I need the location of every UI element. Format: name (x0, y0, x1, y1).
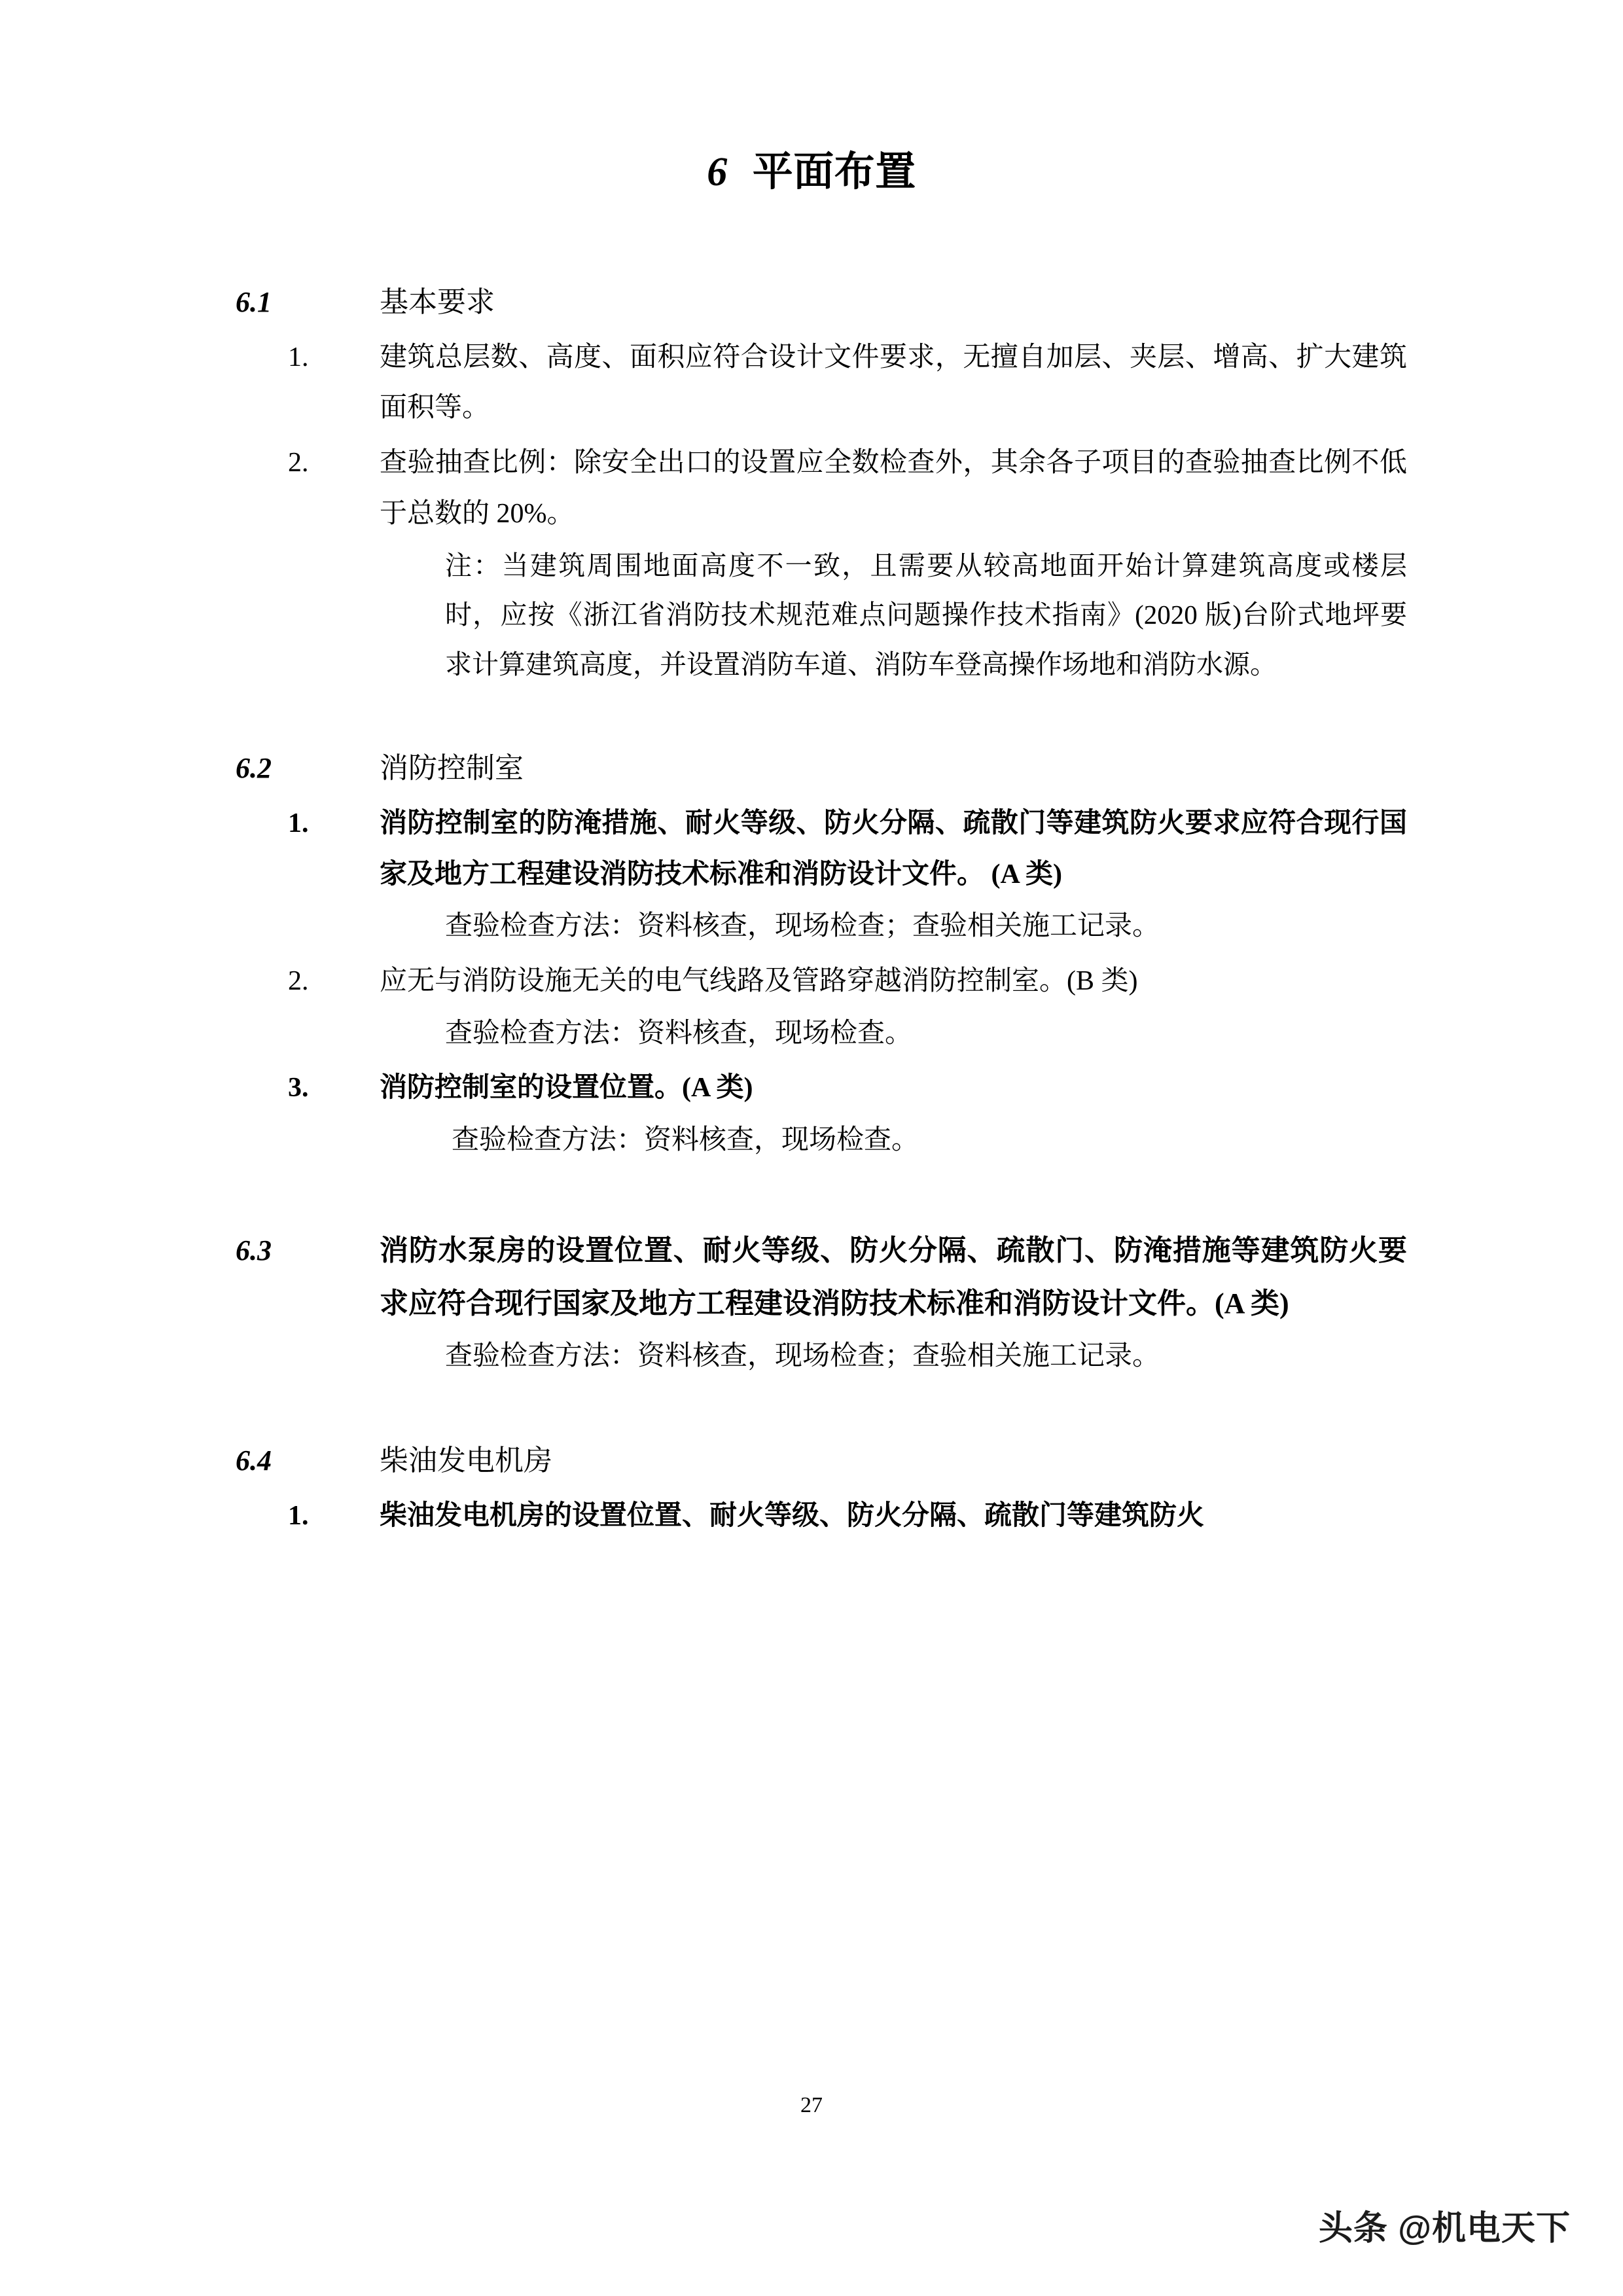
list-item (236, 956, 1407, 1007)
section-heading-6-1 (236, 281, 1407, 323)
spacer (236, 1382, 1407, 1440)
inspection-method: 查验检查方法：资料核查，现场检查。 (445, 1018, 913, 1049)
list-item-marker: 1. (288, 1500, 309, 1531)
inspection-method: 查验检查方法：资料核查，现场检查；查验相关施工记录。 (445, 1341, 1160, 1372)
section-title: 柴油发电机房 (380, 1444, 552, 1477)
note-block: 注：当建筑周围地面高度不一致，且需要从较高地面开始计算建筑高度或楼层时，应按《浙江省消防技术规范难点问题操作技术指南》(2020 版)台阶式地坪要求计算建筑高度，并设置消防车道、消防车登高操作场地和消防水源。 (445, 550, 1407, 680)
list-item (236, 438, 1407, 539)
section-heading-6-3 (236, 1224, 1407, 1331)
section-number: 6.4 (236, 1444, 272, 1477)
section-title: 基本要求 (380, 286, 495, 318)
list-item-text: 建筑总层数、高度、面积应符合设计文件要求，无擅自加层、夹层、增高、扩大建筑面积等。 (380, 342, 1407, 423)
list-item-marker: 3. (288, 1073, 309, 1103)
page-title-number: 6 (707, 150, 728, 194)
list-item-marker: 2. (288, 965, 309, 996)
section-number: 6.1 (236, 286, 272, 318)
section-title: 消防控制室 (380, 752, 524, 785)
document-content (236, 281, 1407, 1542)
section-heading-6-4 (236, 1440, 1407, 1482)
page-title-text: 平面布置 (752, 150, 916, 194)
list-item (236, 1063, 1407, 1114)
list-item (236, 798, 1407, 900)
list-item-marker: 2. (288, 448, 309, 478)
section-title: 消防水泵房的设置位置、耐火等级、防火分隔、疏散门、防淹措施等建筑防火要求应符合现行国家及地方工程建设消防技术标准和消防设计文件。(A 类) (380, 1234, 1407, 1320)
list-item-text: 消防控制室的防淹措施、耐火等级、防火分隔、疏散门等建筑防火要求应符合现行国家及地方工程建设消防技术标准和消防设计文件。 (A 类) (380, 808, 1407, 889)
inspection-method: 查验检查方法：资料核查，现场检查；查验相关施工记录。 (445, 911, 1160, 942)
list-item-text: 柴油发电机房的设置位置、耐火等级、防火分隔、疏散门等建筑防火 (380, 1500, 1205, 1531)
list-item-text: 查验抽查比例：除安全出口的设置应全数检查外，其余各子项目的查验抽查比例不低于总数的 20%。 (380, 448, 1407, 529)
spacer (236, 1166, 1407, 1224)
list-item-text: 应无与消防设施无关的电气线路及管路穿越消防控制室。(B 类) (380, 965, 1138, 996)
list-item (236, 1491, 1407, 1542)
section-number: 6.3 (236, 1234, 272, 1266)
page-title (0, 152, 1623, 192)
watermark: 头条 @机电天下 (1318, 2210, 1571, 2248)
list-item-marker: 1. (288, 342, 309, 372)
list-item-marker: 1. (288, 808, 309, 838)
list-item-text: 消防控制室的设置位置。(A 类) (380, 1073, 753, 1103)
spacer (236, 690, 1407, 747)
list-item (236, 332, 1407, 434)
page-number: 27 (800, 2093, 823, 2117)
section-number: 6.2 (236, 752, 272, 785)
section-heading-6-2 (236, 747, 1407, 789)
inspection-method: 查验检查方法：资料核查，现场检查。 (452, 1125, 919, 1155)
